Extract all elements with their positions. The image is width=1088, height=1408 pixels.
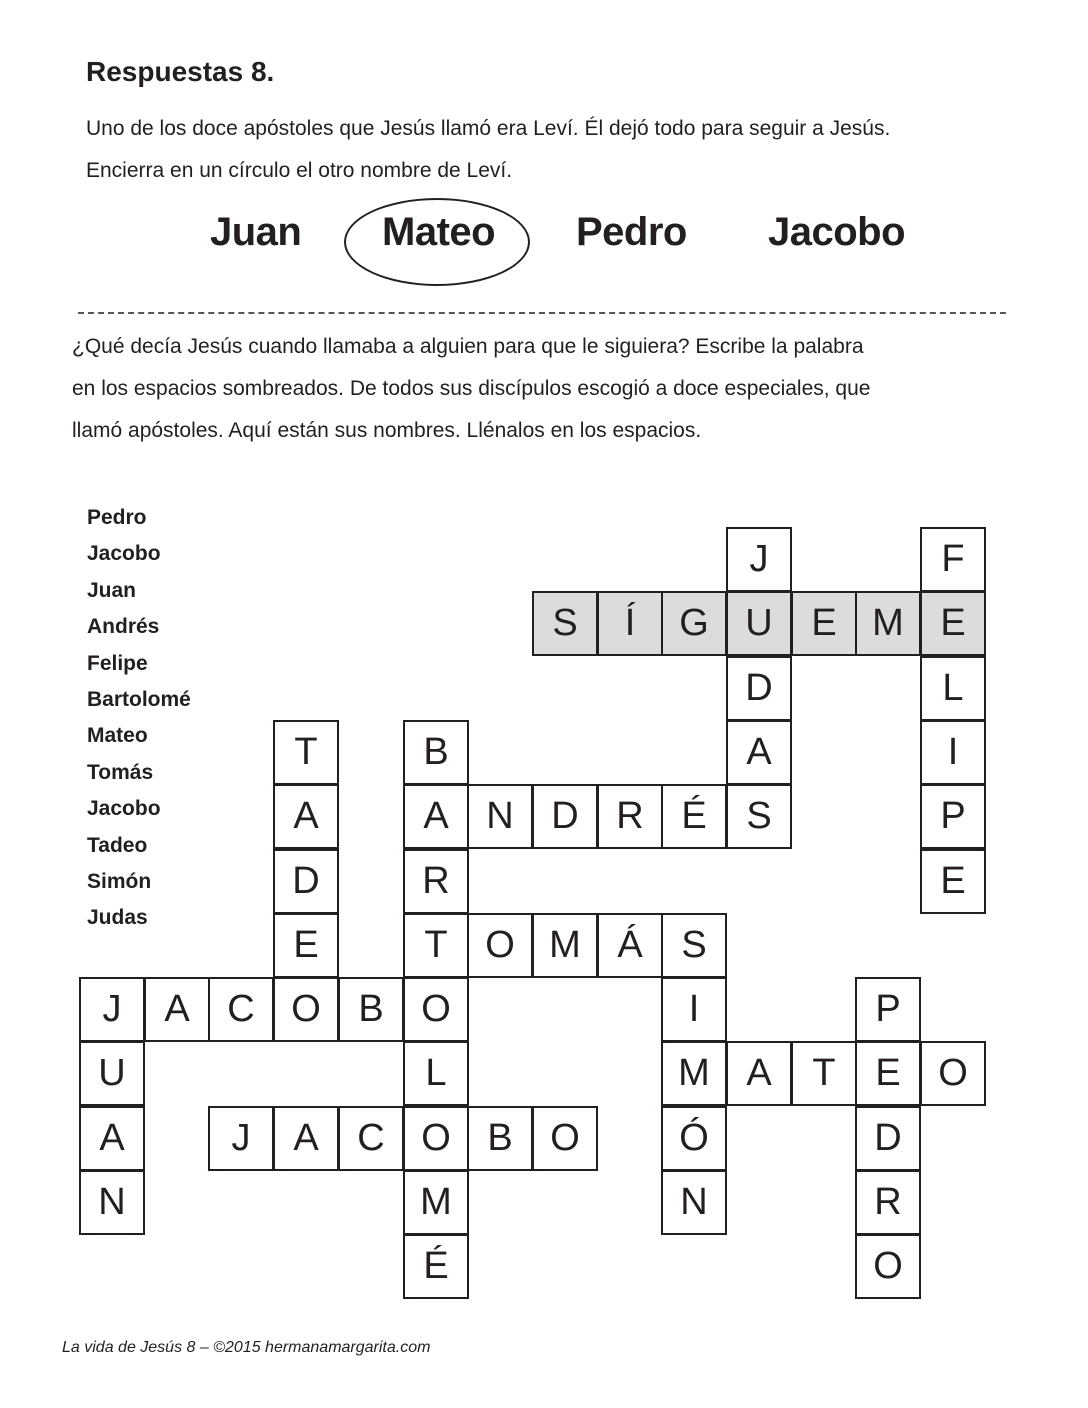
crossword-cell[interactable]: J bbox=[208, 1106, 274, 1171]
crossword-cell-shaded[interactable]: E bbox=[791, 591, 857, 656]
crossword-cell[interactable]: S bbox=[726, 784, 792, 849]
word-list-item: Bartolomé bbox=[87, 688, 191, 712]
instructions-line-2: en los espacios sombreados. De todos sus discípulos escogió a doce especiales, que bbox=[72, 377, 871, 400]
crossword-cell[interactable]: Ó bbox=[661, 1106, 727, 1171]
crossword-cell[interactable]: U bbox=[79, 1041, 145, 1106]
crossword-cell[interactable]: B bbox=[403, 720, 469, 785]
crossword-cell[interactable]: O bbox=[855, 1234, 921, 1299]
instructions-paragraph bbox=[72, 326, 1072, 452]
crossword-cell[interactable]: A bbox=[726, 720, 792, 785]
crossword-cell[interactable]: R bbox=[855, 1170, 921, 1235]
crossword-cell-shaded[interactable]: Í bbox=[597, 591, 663, 656]
crossword-cell[interactable]: A bbox=[726, 1041, 792, 1106]
crossword-cell[interactable]: R bbox=[597, 784, 663, 849]
crossword-cell[interactable]: É bbox=[661, 784, 727, 849]
crossword-cell[interactable]: Á bbox=[597, 913, 663, 978]
crossword-cell[interactable]: T bbox=[273, 720, 339, 785]
crossword-cell[interactable]: A bbox=[144, 977, 210, 1042]
crossword-cell[interactable]: M bbox=[661, 1041, 727, 1106]
crossword-cell[interactable]: E bbox=[920, 849, 986, 914]
apostle-word-list bbox=[87, 500, 191, 937]
crossword-cell[interactable]: N bbox=[79, 1170, 145, 1235]
crossword-cell[interactable]: A bbox=[273, 784, 339, 849]
crossword-cell[interactable]: D bbox=[726, 656, 792, 721]
intro-line-2: Encierra en un círculo el otro nombre de Leví. bbox=[86, 159, 513, 182]
crossword-cell[interactable]: J bbox=[726, 527, 792, 592]
intro-line-1: Uno de los doce apóstoles que Jesús llamó era Leví. Él dejó todo para seguir a Jesús. bbox=[86, 117, 891, 140]
word-list-item: Juan bbox=[87, 578, 137, 602]
crossword-cell[interactable]: J bbox=[79, 977, 145, 1042]
crossword-cell[interactable]: A bbox=[79, 1106, 145, 1171]
crossword-cell-shaded[interactable]: U bbox=[726, 591, 792, 656]
crossword-cell[interactable]: O bbox=[403, 977, 469, 1042]
crossword-cell[interactable]: N bbox=[467, 784, 533, 849]
page-title: Respuestas 8. bbox=[86, 56, 275, 87]
crossword-cell-shaded[interactable]: M bbox=[855, 591, 921, 656]
crossword-cell[interactable]: M bbox=[403, 1170, 469, 1235]
word-list-item: Tomás bbox=[87, 760, 154, 784]
word-list-item: Pedro bbox=[87, 506, 147, 529]
crossword-cell[interactable]: F bbox=[920, 527, 986, 592]
word-list-item: Simón bbox=[87, 870, 152, 894]
crossword-cell[interactable]: P bbox=[855, 977, 921, 1042]
crossword-cell[interactable]: C bbox=[338, 1106, 404, 1171]
instructions-line-3: llamó apóstoles. Aquí están sus nombres. Llénalos en los espacios. bbox=[72, 419, 702, 442]
crossword-cell[interactable]: C bbox=[208, 977, 274, 1042]
crossword-cell[interactable]: O bbox=[403, 1106, 469, 1171]
word-list-item: Mateo bbox=[87, 724, 148, 748]
crossword-cell[interactable]: B bbox=[467, 1106, 533, 1171]
crossword-cell[interactable]: I bbox=[661, 977, 727, 1042]
answer-circle bbox=[344, 198, 530, 286]
crossword-cell[interactable]: D bbox=[855, 1106, 921, 1171]
crossword-cell[interactable]: É bbox=[403, 1234, 469, 1299]
footer-credit: La vida de Jesús 8 – ©2015 hermanamargarita.com bbox=[62, 1339, 431, 1356]
word-list-item: Tadeo bbox=[87, 833, 148, 857]
crossword-cell[interactable]: E bbox=[855, 1041, 921, 1106]
crossword-cell-shaded[interactable]: S bbox=[532, 591, 598, 656]
choice-juan[interactable]: Juan bbox=[210, 210, 302, 254]
word-list-item: Felipe bbox=[87, 651, 148, 675]
crossword-cell[interactable]: O bbox=[273, 977, 339, 1042]
dashed-divider bbox=[78, 312, 1006, 314]
crossword-cell[interactable]: M bbox=[532, 913, 598, 978]
name-choices bbox=[0, 210, 1088, 280]
word-list-item: Andrés bbox=[87, 615, 160, 639]
choice-jacobo[interactable]: Jacobo bbox=[768, 210, 906, 254]
crossword-cell-shaded[interactable]: E bbox=[920, 591, 986, 656]
intro-paragraph bbox=[86, 108, 1066, 192]
crossword-cell[interactable]: L bbox=[920, 656, 986, 721]
crossword-cell[interactable]: D bbox=[273, 849, 339, 914]
crossword-cell[interactable]: A bbox=[403, 784, 469, 849]
crossword-cell[interactable]: E bbox=[273, 913, 339, 978]
crossword-cell[interactable]: L bbox=[403, 1041, 469, 1106]
crossword-cell[interactable]: B bbox=[338, 977, 404, 1042]
crossword-cell[interactable]: R bbox=[403, 849, 469, 914]
word-list-item: Judas bbox=[87, 906, 148, 930]
crossword-cell[interactable]: S bbox=[661, 913, 727, 978]
crossword-cell[interactable]: O bbox=[467, 913, 533, 978]
word-list-item: Jacobo bbox=[87, 542, 161, 566]
choice-mateo[interactable]: Mateo bbox=[382, 210, 496, 254]
crossword-cell[interactable]: N bbox=[661, 1170, 727, 1235]
crossword-cell[interactable]: O bbox=[532, 1106, 598, 1171]
instructions-line-1: ¿Qué decía Jesús cuando llamaba a alguien para que le siguiera? Escribe la palabra bbox=[72, 335, 864, 358]
crossword-cell[interactable]: I bbox=[920, 720, 986, 785]
choice-pedro[interactable]: Pedro bbox=[576, 210, 687, 254]
crossword-cell[interactable]: T bbox=[403, 913, 469, 978]
crossword-cell[interactable]: O bbox=[920, 1041, 986, 1106]
crossword-cell-shaded[interactable]: G bbox=[661, 591, 727, 656]
crossword-cell[interactable]: T bbox=[791, 1041, 857, 1106]
word-list-item: Jacobo bbox=[87, 797, 161, 821]
crossword-cell[interactable]: D bbox=[532, 784, 598, 849]
crossword-cell[interactable]: P bbox=[920, 784, 986, 849]
crossword-cell[interactable]: A bbox=[273, 1106, 339, 1171]
